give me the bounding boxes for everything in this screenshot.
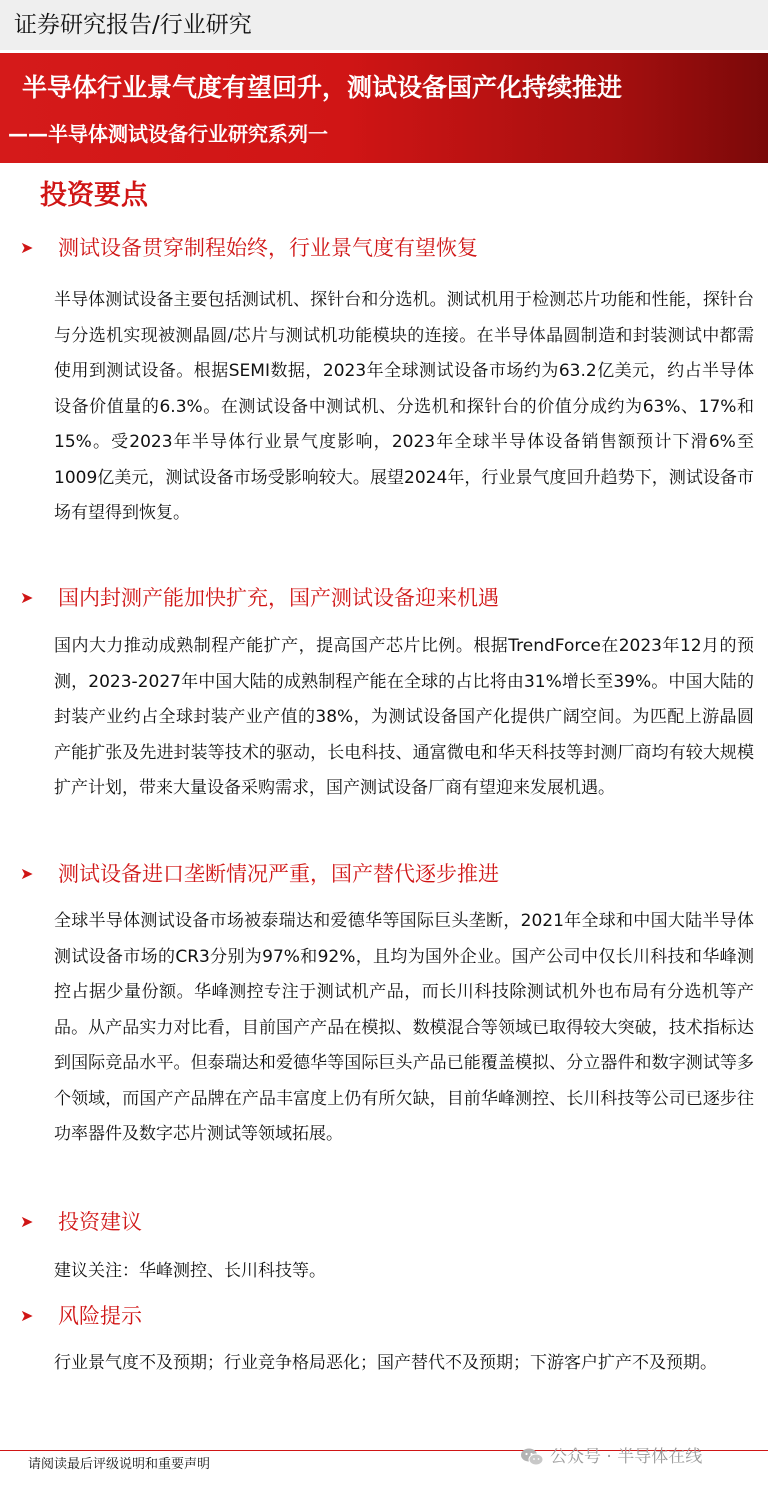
bullet-heading-label: 测试设备进口垄断情况严重，国产替代逐步推进 [58,862,499,886]
bullet-heading-label: 投资建议 [58,1210,142,1234]
arrow-bullet-icon: ➤ [20,864,34,883]
bullet-heading-1 [20,230,478,266]
arrow-bullet-icon: ➤ [20,238,34,257]
arrow-bullet-icon: ➤ [20,588,34,607]
bullet-heading-5 [20,1298,142,1334]
top-header-bar [0,0,768,50]
title-banner [0,53,768,163]
bullet-heading-3 [20,856,499,892]
bullet-heading-label: 测试设备贯穿制程始终，行业景气度有望恢复 [58,236,478,260]
arrow-bullet-icon: ➤ [20,1306,34,1325]
watermark-text: 公众号 · 半导体在线 [550,1447,703,1467]
bullet-paragraph-1: 半导体测试设备主要包括测试机、探针台和分选机。测试机用于检测芯片功能和性能，探针台与分选机实现被测晶圆/芯片与测试机功能模块的连接。在半导体晶圆制造和封装测试中都需使用到测试设备。根据SEMI数据，2023年全球测试设备市场约为63.2亿美元，约占半导体设备价值量的6.3%。在测试设备中测试机、分选机和探针台的价值分成约为63%、17%和15%。受2023年半导体行业景气度影响，2023年全球半导体设备销售额预计下滑6%至1009亿美元，测试设备市场受影响较大。展望2024年，行业景气度回升趋势下，测试设备市场有望得到恢复。 [54,290,754,523]
arrow-bullet-icon: ➤ [20,1212,34,1231]
wechat-watermark [520,1442,702,1472]
bullet-paragraph-4: 建议关注：华峰测控、长川科技等。 [54,1261,326,1281]
bullet-paragraph-2: 国内大力推动成熟制程产能扩产，提高国产芯片比例。根据TrendForce在2023年12月的预测，2023-2027年中国大陆的成熟制程产能在全球的占比将由31%增长至39%。中国大陆的封装产业约占全球封装产业产值的38%，为测试设备国产化提供广阔空间。为匹配上游晶圆产能扩张及先进封装等技术的驱动，长电科技、通富微电和华天科技等封测厂商均有较大规模扩产计划，带来大量设备采购需求，国产测试设备厂商有望迎来发展机遇。 [54,636,754,798]
bullet-heading-2 [20,580,499,616]
section-heading-investment-highlights: 投资要点 [40,180,148,211]
wechat-icon [520,1447,544,1467]
disclaimer-note: 请阅读最后评级说明和重要声明 [28,1457,211,1472]
report-type-label: 证券研究报告/行业研究 [14,12,252,38]
bullet-heading-label: 风险提示 [58,1304,142,1328]
bullet-paragraph-3: 全球半导体测试设备市场被泰瑞达和爱德华等国际巨头垄断，2021年全球和中国大陆半导体测试设备市场的CR3分别为97%和92%，且均为国外企业。国产公司中仅长川科技和华峰测控占据少量份额。华峰测控专注于测试机产品，而长川科技除测试机外也布局有分选机等产品。从产品实力对比看，目前国产产品在模拟、数模混合等领域已取得较大突破，技术指标达到国际竞品水平。但泰瑞达和爱德华等国际巨头产品已能覆盖模拟、分立器件和数字测试等多个领域，而国产产品牌在产品丰富度上仍有所欠缺，目前华峰测控、长川科技等公司已逐步往功率器件及数字芯片测试等领域拓展。 [54,911,754,1144]
report-subtitle: ——半导体测试设备行业研究系列一 [8,122,328,146]
bullet-heading-4 [20,1204,142,1240]
bullet-paragraph-5: 行业景气度不及预期；行业竞争格局恶化；国产替代不及预期；下游客户扩产不及预期。 [54,1353,717,1373]
bullet-heading-label: 国内封测产能加快扩充，国产测试设备迎来机遇 [58,586,499,610]
report-title: 半导体行业景气度有望回升，测试设备国产化持续推进 [22,73,623,102]
